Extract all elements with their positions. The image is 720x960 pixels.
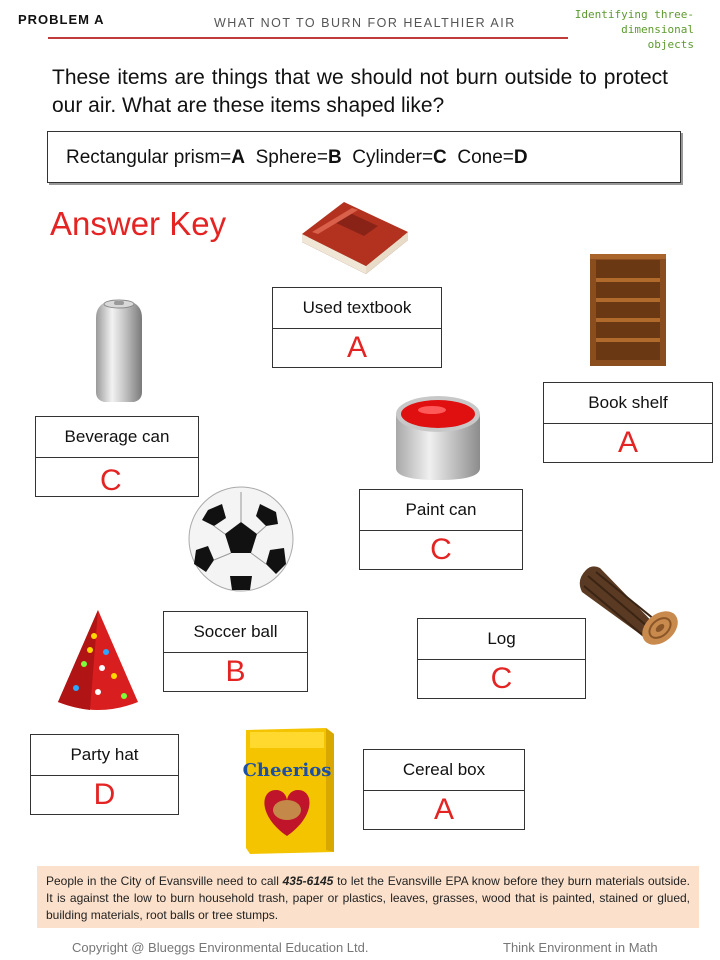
notice-text-start: People in the City of Evansville need to call [46, 874, 283, 888]
item-name: Beverage can [36, 417, 198, 458]
item-card-beverage-can [35, 416, 199, 497]
item-answer: B [225, 655, 246, 688]
notice-phone-number: 435-6145 [282, 874, 334, 888]
cereal-box-image [242, 724, 338, 856]
legend-shape: Cylinder= [352, 147, 434, 168]
item-answer: C [100, 464, 122, 497]
header-title: WHAT NOT TO BURN FOR HEALTHIER AIR [214, 16, 516, 30]
item-answer: D [93, 778, 116, 811]
item-card-cereal-box [363, 749, 525, 830]
item-name: Soccer ball [164, 612, 307, 653]
legend-code: D [513, 147, 528, 168]
item-answer: A [433, 793, 454, 826]
burn-notice-text [37, 866, 699, 924]
notice-text-end: to let the Evansville EPA know before they burn materials outside. It is against the low to burn household trash, paper or plastics, leaves, grasses, wood that is painted, stained or glued, building materials, root balls or tree stumps. [46, 874, 690, 922]
item-answer: A [617, 426, 638, 459]
item-card-paint-can [359, 489, 523, 570]
legend-code: C [433, 147, 447, 168]
log-image [574, 562, 686, 646]
header-divider [48, 37, 568, 39]
footer-tagline: Think Environment in Math [503, 940, 658, 955]
instructions-text: These items are things that we should not burn outside to protect our air. What are these items shaped like? [52, 66, 668, 117]
item-name: Used textbook [273, 288, 441, 329]
item-name: Cereal box [364, 750, 524, 791]
bookshelf-image [590, 254, 668, 368]
beverage-can-image [88, 296, 150, 406]
item-card-soccer-ball [163, 611, 308, 692]
cereal-brand-text: Cheerios [242, 760, 332, 781]
legend-shape: Cone= [457, 147, 514, 168]
item-card-book-shelf [543, 382, 713, 463]
party-hat-image [54, 606, 140, 718]
textbook-image [296, 196, 416, 278]
paint-can-image [390, 388, 486, 484]
item-answer: C [490, 662, 513, 695]
soccer-ball-image [186, 484, 296, 594]
item-name: Party hat [31, 735, 178, 776]
legend-code: A [231, 147, 246, 168]
legend-shape: Rectangular prism= [66, 147, 232, 168]
burn-notice-box [37, 866, 699, 928]
legend-code: B [327, 147, 342, 168]
shape-legend [66, 147, 528, 169]
item-name: Paint can [360, 490, 522, 531]
item-answer: A [346, 331, 367, 364]
item-answer: C [430, 533, 452, 566]
item-card-log [417, 618, 586, 699]
footer-copyright: Copyright @ Blueggs Environmental Education Ltd. [72, 940, 369, 955]
item-card-party-hat [30, 734, 179, 815]
legend-shape: Sphere= [255, 147, 328, 168]
answer-key-title: Answer Key [50, 205, 227, 242]
topic-label: Identifying three-dimensional objects [574, 8, 694, 51]
item-name: Log [418, 619, 585, 660]
item-card-used-textbook [272, 287, 442, 368]
item-name: Book shelf [544, 383, 712, 424]
problem-label: PROBLEM A [18, 12, 105, 27]
